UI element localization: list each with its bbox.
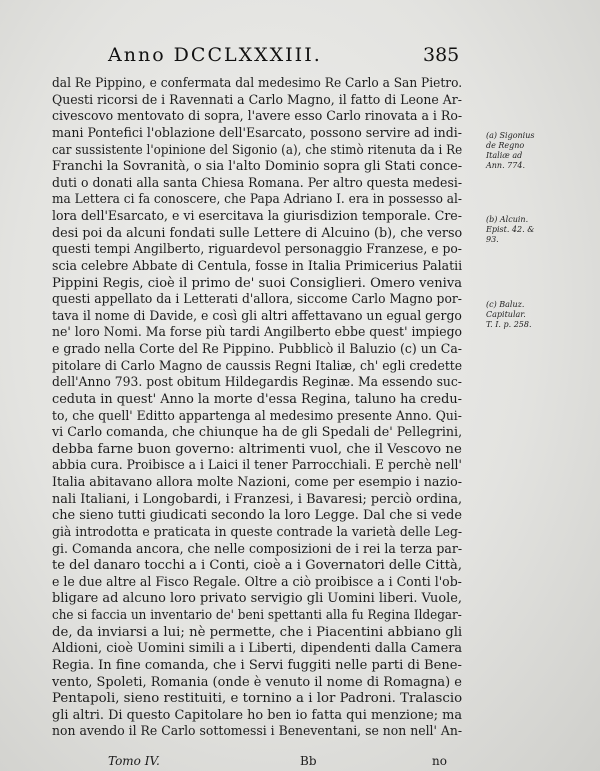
- text-line: mani Pontefici l'oblazione dell'Esarcato, possono servire ad indi-: [52, 124, 462, 140]
- text-line: de, da inviarsi a lui; nè permette, che i Piacentini abbiano gli: [52, 623, 463, 639]
- text-line: ne' loro Nomi. Ma forse più tardi Angilberto ebbe quest' impiego: [52, 324, 463, 340]
- text-line: dal Re Pippino, e confermata dal medesimo Re Carlo a San Pietro.: [52, 75, 463, 90]
- text-line: vi Carlo comanda, che chiunque ha de gli Spedali de' Pellegrini,: [52, 424, 463, 440]
- catchword: no: [432, 754, 447, 768]
- margin-note-line: de Regno: [486, 141, 525, 150]
- margin-note-a: [486, 131, 598, 171]
- margin-note-c: [486, 300, 598, 330]
- text-line: Pentapoli, sieno restituiti, e tornino a i lor Padroni. Tralascio: [52, 690, 463, 706]
- text-line: che sieno tutti giudicati secondo la loro Legge. Dal che si vede: [52, 507, 463, 523]
- text-line: che si faccia un inventario de' beni spettanti alla fu Regina Ildegar-: [52, 607, 462, 622]
- text-line: bligare ad alcuno loro privato servigio gli Uomini liberi. Vuole,: [52, 590, 462, 606]
- body-text: [52, 75, 462, 740]
- margin-note-line: (c) Baluz.: [486, 300, 525, 309]
- text-line: civescovo mentovato di sopra, l'avere esso Carlo rinovata a i Ro-: [52, 108, 463, 124]
- margin-note-line: 93.: [486, 235, 499, 244]
- text-line: to, che quell' Editto appartenga al medesimo presente Anno. Qui-: [52, 407, 462, 423]
- margin-note-line: Italiæ ad: [486, 151, 523, 160]
- text-line: Italia abitavano allora molte Nazioni, come per esempio i nazio-: [52, 474, 463, 489]
- text-line: Questi ricorsi de i Ravennati a Carlo Magno, il fatto di Leone Ar-: [52, 91, 462, 107]
- text-line: e grado nella Corte del Re Pippino. Pubblicò il Baluzio (c) un Ca-: [52, 341, 463, 356]
- text-line: già introdotta e praticata in queste contrade la varietà delle Leg-: [52, 523, 463, 539]
- margin-note-line: T. I. p. 258.: [486, 320, 532, 329]
- text-line: debba farne buon governo: altrimenti vuol, che il Vescovo ne: [52, 440, 462, 456]
- text-line: Pippini Regis, cioè il primo de' suoi Consiglieri. Omero veniva: [52, 274, 463, 290]
- text-line: abbia cura. Proibisce a i Laici il tener Parrocchiali. E perchè nell': [52, 457, 462, 473]
- text-line: questi appellato da i Letterati d'allora, siccome Carlo Magno por-: [52, 291, 462, 307]
- text-line: questi tempi Angilberto, riguardevol personaggio Franzese, e po-: [52, 241, 462, 257]
- text-line: gli altri. Di questo Capitolare ho ben io fatta qui menzione; ma: [52, 706, 463, 722]
- signature-mark: Bb: [300, 754, 317, 768]
- page-number: 385: [423, 44, 460, 66]
- text-line: te del danaro tocchi a i Conti, cioè a i Governatori delle Città,: [52, 557, 463, 573]
- text-line: nali Italiani, i Longobardi, i Franzesi, i Bavaresi; perciò ordina,: [52, 490, 463, 506]
- text-line: Franchi la Sovranità, o sia l'alto Dominio sopra gli Stati conce-: [52, 158, 463, 174]
- text-line: non avendo il Re Carlo sottomessi i Beneventani, se non nell' An-: [52, 723, 463, 739]
- margin-note-line: Ann. 774.: [486, 161, 525, 170]
- margin-note-b: [486, 215, 598, 245]
- text-line: pitolare di Carlo Magno de caussis Regni Italiæ, ch' egli credette: [52, 357, 463, 373]
- text-line: Aldioni, cioè Uomini simili a i Liberti, dipendenti dalla Camera: [52, 640, 463, 656]
- margin-note-line: (b) Alcuin.: [486, 215, 529, 224]
- running-head-title: Anno DCCLXXXIII.: [108, 44, 322, 66]
- text-line: e le due altre al Fisco Regale. Oltre a ciò proibisce a i Conti l'ob-: [52, 573, 462, 589]
- text-line: ma Lettera ci fa conoscere, che Papa Adriano I. era in possesso al-: [52, 191, 463, 207]
- volume-label: Tomo IV.: [108, 754, 160, 768]
- margin-note-line: Epist. 42. &: [486, 225, 535, 234]
- text-line: tava il nome di Davide, e così gli altri affettavano un egual gergo: [52, 307, 462, 323]
- text-line: duti o donati alla santa Chiesa Romana. Per altro questa medesi-: [52, 174, 463, 190]
- text-line: dell'Anno 793. post obitum Hildegardis Reginæ. Ma essendo suc-: [52, 374, 462, 390]
- margin-note-line: Capitular.: [486, 310, 526, 319]
- text-line: desi poi da alcuni fondati sulle Lettere di Alcuino (b), che verso: [52, 224, 463, 240]
- text-line: gi. Comanda ancora, che nelle composizioni de i rei la terza par-: [52, 540, 463, 556]
- text-line: ceduta in quest' Anno la morte d'essa Regina, taluno ha credu-: [52, 390, 462, 406]
- text-line: vento, Spoleti, Romania (onde è venuto il nome di Romagna) e: [52, 673, 462, 689]
- margin-note-line: (a) Sigonius: [486, 131, 535, 140]
- text-line: Regia. In fine comanda, che i Servi fuggiti nelle parti di Bene-: [52, 656, 462, 672]
- text-line: lora dell'Esarcato, e vi esercitava la giurisdizion temporale. Cre-: [52, 208, 462, 223]
- text-line: car sussistente l'opinione del Sigonio (a), che stimò ritenuta da i Re: [52, 141, 463, 157]
- text-line: scia celebre Abbate di Centula, fosse in Italia Primicerius Palatii: [52, 257, 463, 273]
